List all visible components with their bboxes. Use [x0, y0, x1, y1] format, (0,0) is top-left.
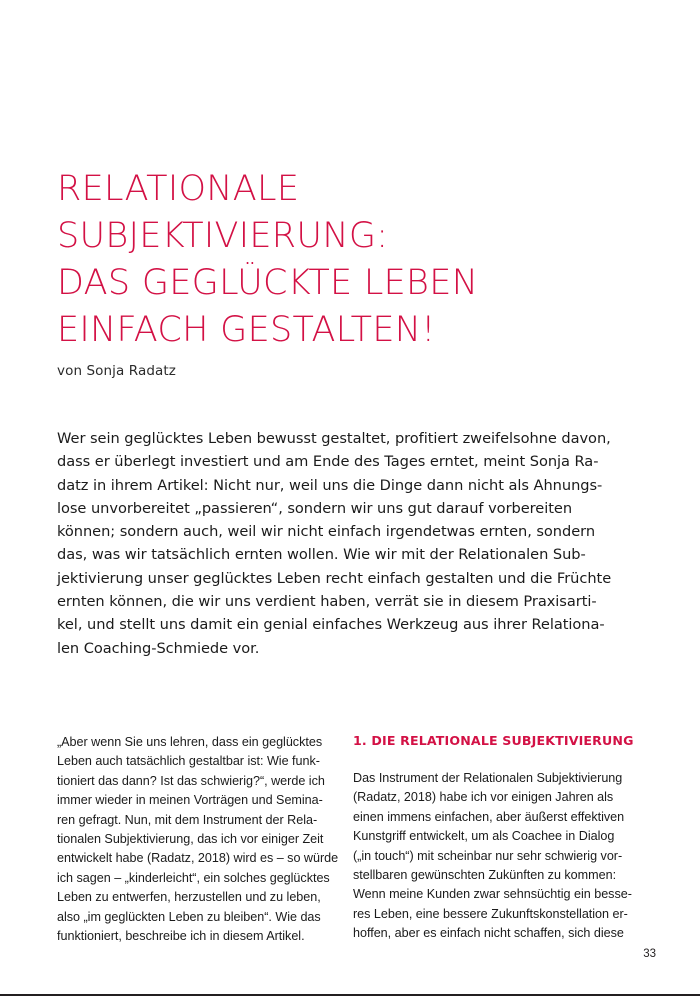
lead-line: datz in ihrem Artikel: Nicht nur, weil uns die Dinge dann nicht als Ahnungs-: [57, 476, 603, 494]
right-column: [353, 733, 651, 944]
body-line: res Leben, eine bessere Zukunftskonstellation er-: [353, 906, 628, 921]
lead-paragraph: [57, 427, 612, 660]
lead-line: jektivierung unser geglücktes Leben recht einfach gestalten und die Früchte: [57, 569, 612, 587]
body-line: (Radatz, 2018) habe ich vor einigen Jahren als: [353, 790, 614, 805]
lead-line: dass er überlegt investiert und am Ende des Tages erntet, meint Sonja Ra-: [57, 453, 599, 471]
left-column-text: [57, 733, 339, 946]
title-line-2: SUBJEKTIVIERUNG:: [57, 216, 389, 256]
body-line: Leben auch tatsächlich gestaltbar ist: Wie funk-: [57, 754, 320, 769]
lead-line: lose unvorbereitet „passieren“, sondern wir uns gut darauf vorbereiten: [57, 499, 573, 517]
lead-line: können; sondern auch, weil wir nicht einfach irgendetwas ernten, sondern: [57, 523, 596, 541]
body-line: funktioniert, beschreibe ich in diesem Artikel.: [57, 929, 305, 944]
title-line-1: RELATIONALE: [57, 169, 300, 209]
body-line: Kunstgriff entwickelt, um als Coachee in Dialog: [353, 829, 615, 844]
lead-line: Wer sein geglücktes Leben bewusst gestaltet, profitiert zweifelsohne davon,: [57, 430, 611, 447]
body-line: also „im geglückten Leben zu bleiben“. Wie das: [57, 909, 321, 924]
title-line-4: EINFACH GESTALTEN!: [57, 310, 436, 350]
body-line: Das Instrument der Relationalen Subjektivierung: [353, 771, 623, 785]
lead-line: das, was wir tatsächlich ernten wollen. Wie wir mit der Relationalen Sub-: [57, 546, 586, 564]
body-line: ren gefragt. Nun, mit dem Instrument der Rela-: [57, 812, 318, 827]
body-line: entwickelt habe (Radatz, 2018) wird es – so würde: [57, 851, 339, 866]
lead-line: len Coaching-Schmiede vor.: [57, 639, 260, 657]
body-line: einen immens einfachen, aber äußerst effektiven: [353, 809, 625, 824]
page-title: [57, 166, 617, 354]
body-line: Wenn meine Kunden zwar sehnsüchtig ein besse-: [353, 887, 632, 902]
lead-line: ernten können, die wir uns verdient haben, verrät sie in diesem Praxisarti-: [57, 593, 597, 611]
page-number: 33: [643, 948, 656, 960]
body-line: („in touch“) mit scheinbar nur sehr schwierig vor-: [353, 848, 623, 863]
body-line: tioniert das dann? Ist das schwierig?“, werde ich: [57, 773, 325, 788]
body-line: tionalen Subjektivierung, das ich vor einiger Zeit: [57, 832, 324, 847]
two-column-body: [57, 733, 649, 944]
body-line: stellbaren gewünschten Zukünften zu kommen:: [353, 868, 617, 883]
right-column-text: [353, 769, 651, 944]
left-column: [57, 733, 339, 946]
section-heading: 1. DIE RELATIONALE SUBJEKTIVIERUNG: [353, 733, 634, 748]
body-line: immer wieder in meinen Vorträgen und Semina-: [57, 793, 323, 808]
lead-line: kel, und stellt uns damit ein genial einfaches Werkzeug aus ihrer Relationa-: [57, 616, 605, 634]
byline: von Sonja Radatz: [57, 363, 176, 379]
body-line: „Aber wenn Sie uns lehren, dass ein geglücktes: [57, 735, 323, 749]
body-line: hoffen, aber es einfach nicht schaffen, sich diese: [353, 926, 624, 941]
title-line-3: DAS GEGLÜCKTE LEBEN: [57, 263, 479, 303]
body-line: ich sagen – „kinderleicht“, ein solches geglücktes: [57, 870, 330, 885]
bottom-rule: [0, 994, 700, 996]
body-line: Leben zu entwerfen, herzustellen und zu leben,: [57, 890, 321, 905]
